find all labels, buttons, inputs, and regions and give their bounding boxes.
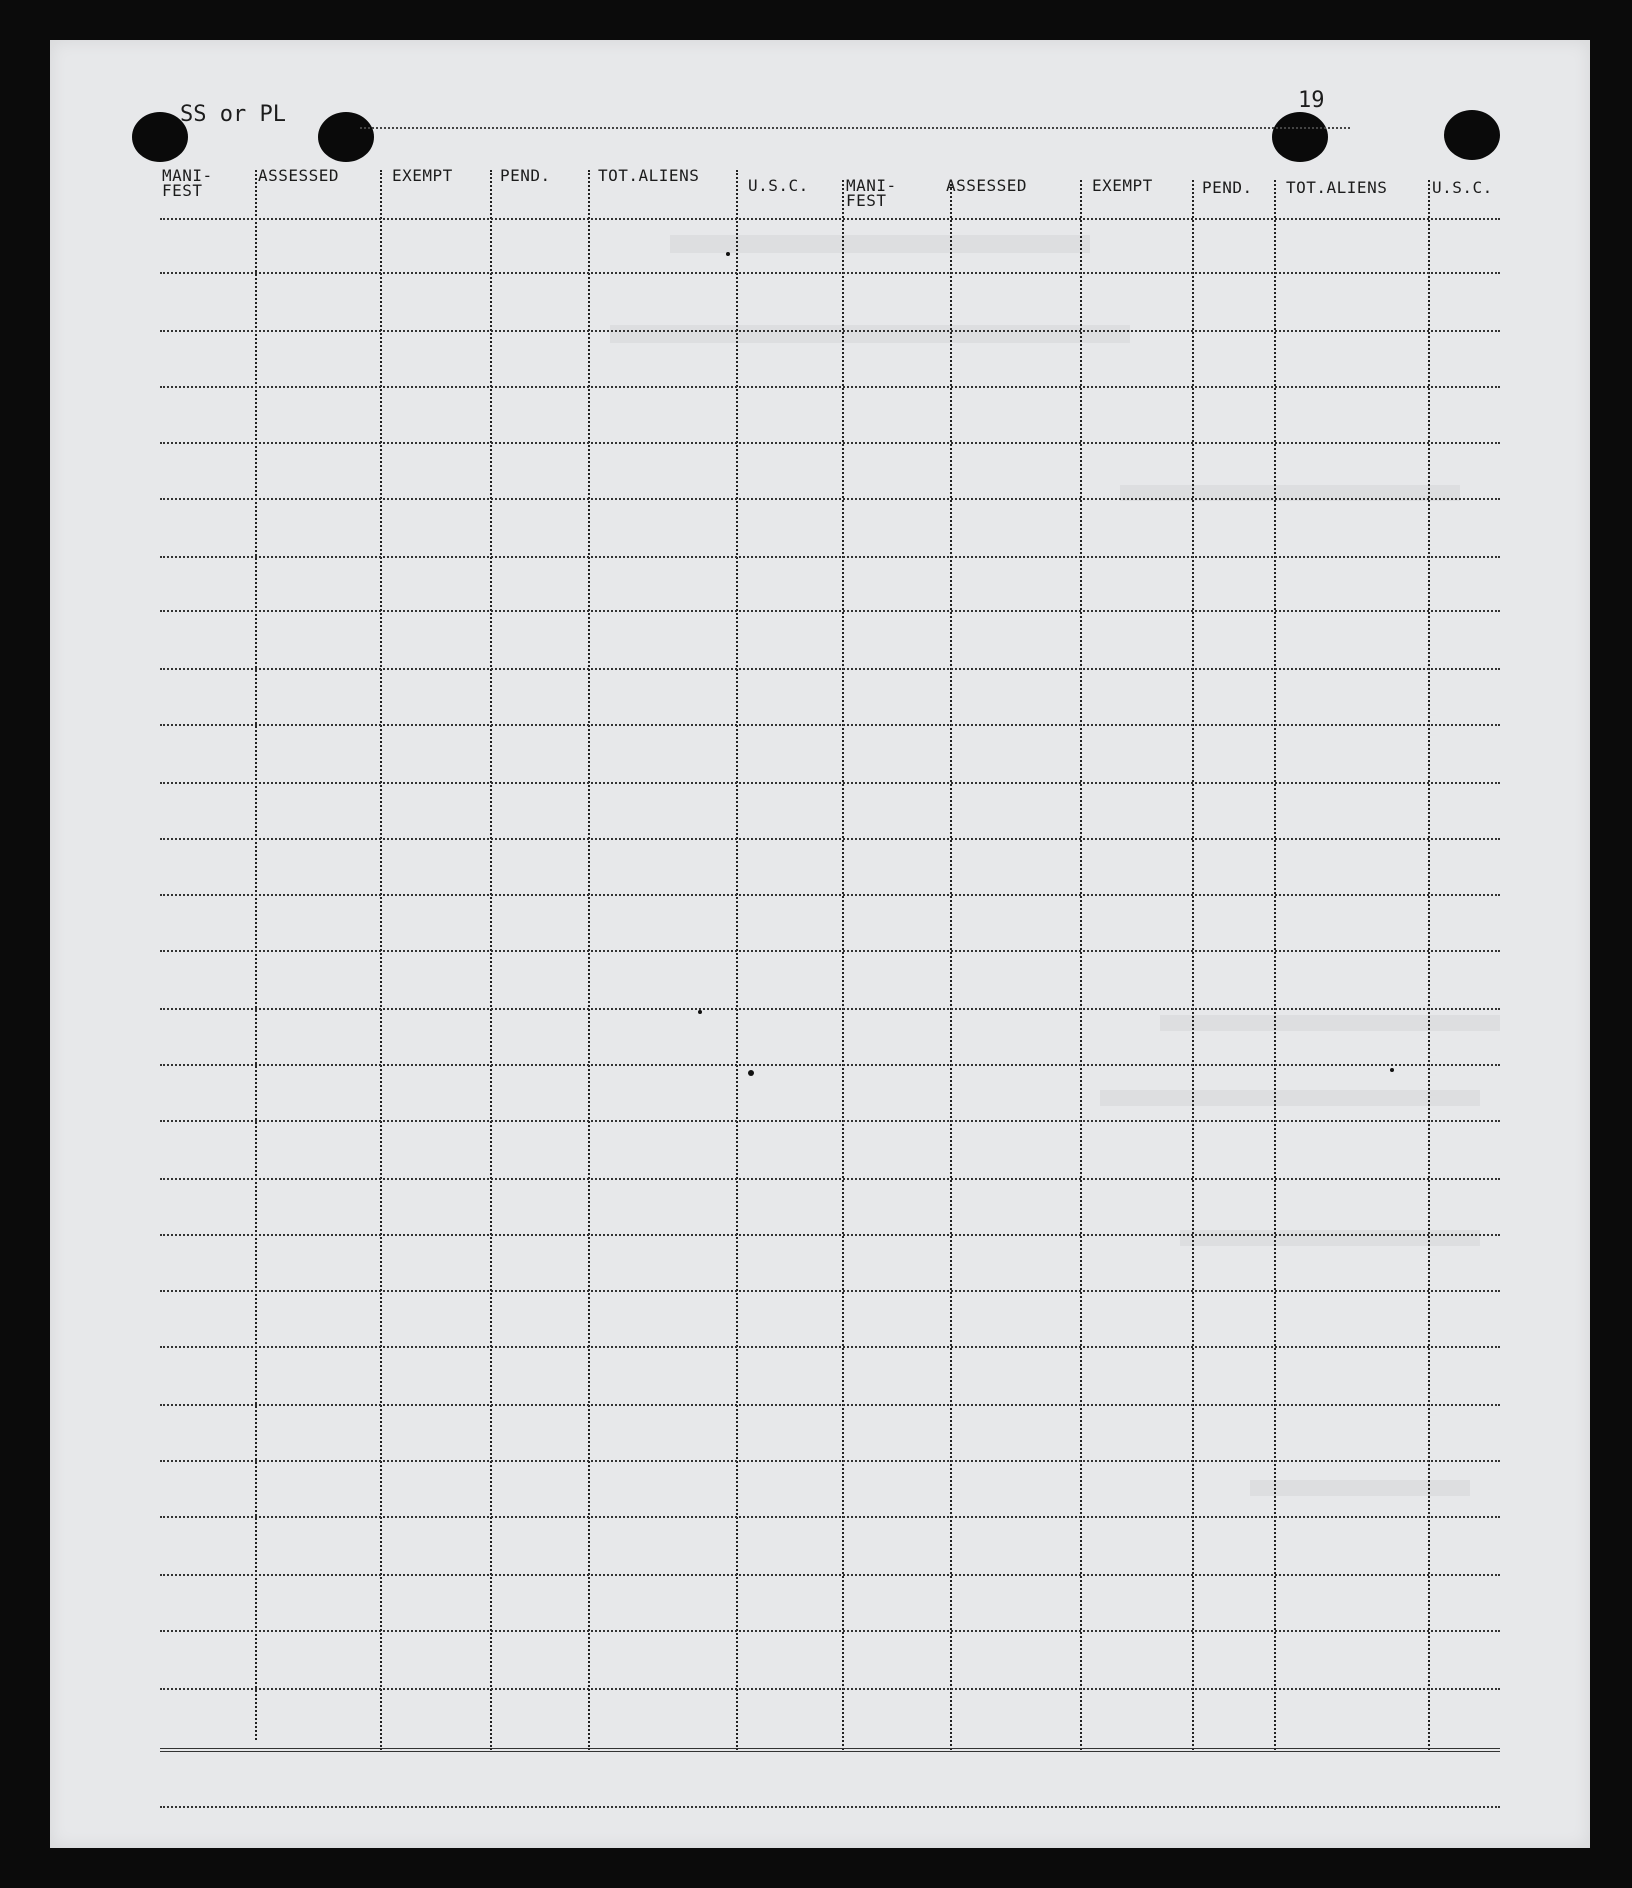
col-header-usc-2: U.S.C. — [1432, 178, 1493, 197]
ss-or-pl-label: SS or PL — [180, 102, 286, 127]
row-line — [160, 330, 1500, 332]
show-through-mark — [610, 325, 1130, 343]
ink-speck — [726, 252, 730, 256]
row-line — [160, 498, 1500, 500]
form-sheet — [50, 40, 1590, 1848]
row-line — [160, 610, 1500, 612]
column-divider — [1080, 180, 1082, 1750]
ss-name-line — [360, 127, 1350, 129]
column-divider — [490, 170, 492, 1750]
row-line — [160, 1574, 1500, 1576]
column-divider — [380, 170, 382, 1750]
row-line — [160, 838, 1500, 840]
row-line — [160, 668, 1500, 670]
row-line — [160, 272, 1500, 274]
ink-speck — [1390, 1068, 1394, 1072]
col-header-pend-2: PEND. — [1202, 178, 1253, 197]
row-line — [160, 1630, 1500, 1632]
show-through-mark — [670, 235, 1090, 253]
page-number: 19 — [1298, 88, 1325, 113]
col-header-manifest-2: MANI- FEST — [846, 176, 897, 210]
column-divider — [736, 170, 738, 1750]
row-line — [160, 1008, 1500, 1010]
punch-hole-right-1 — [1272, 112, 1328, 162]
show-through-mark — [1160, 1015, 1500, 1031]
row-line — [160, 1064, 1500, 1066]
col-header-tot-aliens-1: TOT.ALIENS — [598, 166, 700, 185]
row-line — [160, 1516, 1500, 1518]
row-line — [160, 386, 1500, 388]
row-line — [160, 1290, 1500, 1292]
col-header-exempt-2: EXEMPT — [1092, 176, 1153, 195]
row-line — [160, 218, 1500, 220]
punch-hole-left-2 — [318, 112, 374, 162]
row-line — [160, 1460, 1500, 1462]
column-divider — [1274, 180, 1276, 1750]
column-divider — [842, 180, 844, 1750]
column-divider — [588, 170, 590, 1750]
total-row-line — [160, 1748, 1500, 1752]
col-header-pend-1: PEND. — [500, 166, 551, 185]
col-header-manifest-1: MANI- FEST — [162, 166, 213, 200]
row-line — [160, 1404, 1500, 1406]
show-through-mark — [1180, 1230, 1480, 1246]
row-line — [160, 1346, 1500, 1348]
column-divider — [950, 180, 952, 1750]
row-line — [160, 556, 1500, 558]
row-line — [160, 1234, 1500, 1236]
row-line — [160, 442, 1500, 444]
row-line — [160, 782, 1500, 784]
row-line — [160, 894, 1500, 896]
column-divider — [1428, 180, 1430, 1750]
row-line — [160, 1688, 1500, 1690]
col-header-assessed-1: ASSESSED — [258, 166, 340, 185]
ink-speck — [748, 1070, 754, 1076]
col-header-assessed-2: ASSESSED — [946, 176, 1028, 195]
show-through-mark — [1100, 1090, 1480, 1106]
row-line — [160, 724, 1500, 726]
col-header-exempt-1: EXEMPT — [392, 166, 453, 185]
show-through-mark — [1250, 1480, 1470, 1496]
row-line — [160, 950, 1500, 952]
col-header-usc-1: U.S.C. — [748, 176, 809, 195]
ink-speck — [698, 1010, 702, 1014]
column-divider — [255, 170, 257, 1740]
punch-hole-right-2 — [1444, 110, 1500, 160]
col-header-tot-aliens-2: TOT.ALIENS — [1286, 178, 1388, 197]
row-line — [160, 1120, 1500, 1122]
column-divider — [1192, 180, 1194, 1750]
row-line — [160, 1178, 1500, 1180]
bottom-line — [160, 1806, 1500, 1808]
